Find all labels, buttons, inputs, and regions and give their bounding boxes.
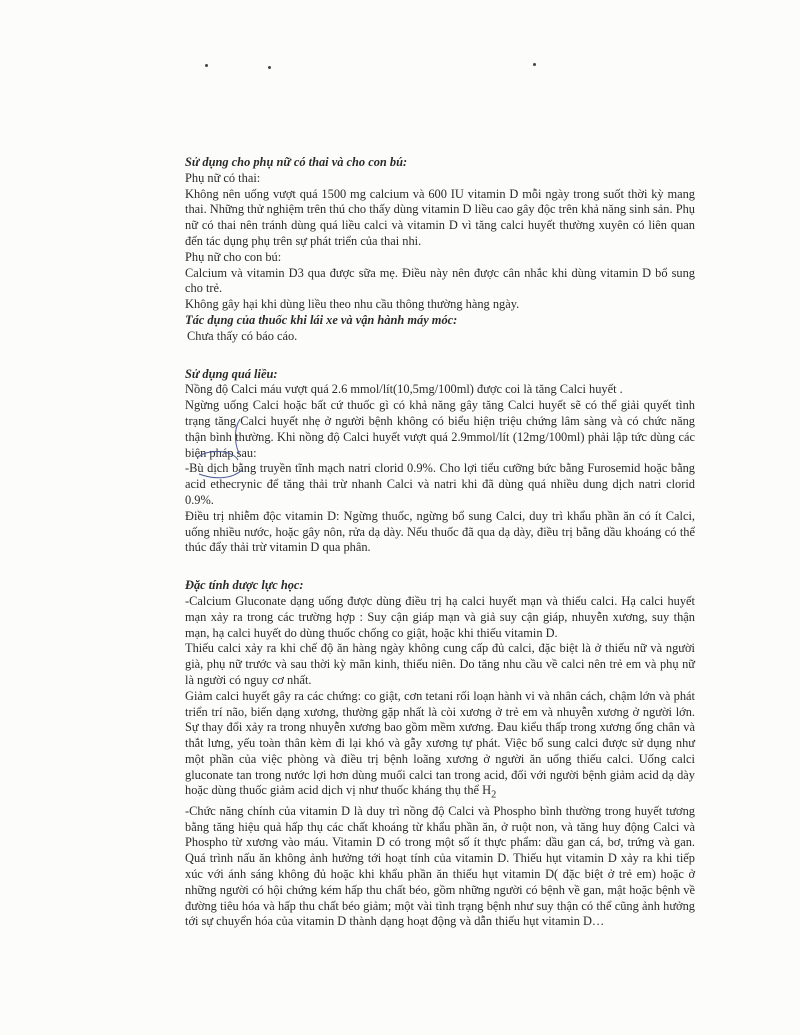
spacer xyxy=(185,345,695,367)
paragraph: Nồng độ Calci máu vượt quá 2.6 mmol/lít(10,5mg/100ml) được coi là tăng Calci huyết . xyxy=(185,382,623,397)
subscript: 2 xyxy=(491,789,497,801)
scan-speck xyxy=(268,66,271,69)
paragraph-text: Giảm calci huyết gây ra các chứng: co giật, cơn tetani rối loạn hành vi và nhân cách, chậm lớn và phát triển trí não, biến dạng xương, thường gặp nhất là còi xương ở trẻ em và nhuyễn xương ở người lớn. Sự thay đổi xảy ra trong nhuyễn xương bao gồm mềm xương. Đau kiểu thấp trong xương ống chân và thắt lưng, yếu toàn thân kèm đi lại khó và gẫy xương tự phát. Việc bổ sung calci được sử dụng như một phần của việc phòng và điều trị bệnh loãng xương ở người ăn uống thiếu calci. Uống calci gluconate tan trong nước lợi hơn dùng muối calci tan trong acid, đối với người bệnh giảm acid dạ dày hoặc dùng thuốc giảm acid dịch vị như thuốc kháng thụ thể H xyxy=(185,688,695,798)
section-heading-pharmacodynamics: Đặc tính dược lực học: xyxy=(185,578,304,593)
paragraph: Phụ nữ có thai: xyxy=(185,170,261,185)
section-heading-driving: Tác dụng của thuốc khi lái xe và vận hành máy móc: xyxy=(185,312,458,327)
paragraph: Calcium và vitamin D3 qua được sữa mẹ. Điều này nên được cân nhắc khi dùng vitamin D bổ sung cho trẻ. xyxy=(185,265,695,296)
scan-speck xyxy=(533,63,536,66)
paragraph: Phụ nữ cho con bú: xyxy=(185,249,282,264)
paragraph: Thiếu calci xảy ra khi chế độ ăn hàng ngày không cung cấp đủ calci, đặc biệt là ở thiếu nữ và người già, phụ nữ trước và sau thời kỳ mãn kinh, thiếu niên. Do tăng nhu cầu về calci nên trẻ em và phụ nữ là người có nguy cơ nhất. xyxy=(185,641,695,687)
section-heading-pregnancy: Sử dụng cho phụ nữ có thai và cho con bú: xyxy=(185,155,408,169)
paragraph: Không nên uống vượt quá 1500 mg calcium và 600 IU vitamin D mỗi ngày trong suốt thời kỳ mang thai. Những thử nghiệm trên thú cho thấy dùng vitamin D liều cao gây độc trên khả năng sinh sản. Phụ nữ có thai nên tránh dùng quá liều calci và vitamin D vì tăng calci huyết thường xuyên có liên quan đến tác dụng phụ trên sự phát triển của thai nhi. xyxy=(185,186,695,248)
paragraph: Chưa thấy có báo cáo. xyxy=(187,328,298,343)
paragraph: Ngừng uống Calci hoặc bất cứ thuốc gì có khả năng gây tăng Calci huyết sẽ có thể giải quyết tình trạng tăng Calci huyết nhẹ ở người bệnh không có biểu hiện triệu chứng lâm sàng và có chức năng thận bình thường. Khi nồng độ Calci huyết vượt quá 2.9mmol/lít (12mg/100ml) phải lập tức dùng các biện pháp sau: xyxy=(185,398,695,460)
scan-speck xyxy=(205,64,208,67)
paragraph xyxy=(185,689,695,804)
section-heading-overdose: Sử dụng quá liều: xyxy=(185,366,278,381)
spacer xyxy=(185,556,695,578)
paragraph: -Calcium Gluconate dạng uống được dùng điều trị hạ calci huyết mạn và thiếu calci. Hạ calci huyết mạn xảy ra trong các trường hợp : Suy cận giáp mạn và giả suy cận giáp, nhuyễn xương, suy thận mạn, hạ calci huyết do dùng thuốc chống co giật, hoặc khi thiếu vitamin D. xyxy=(185,593,695,640)
paragraph: Không gây hại khi dùng liều theo nhu cầu thông thường hàng ngày. xyxy=(185,297,520,312)
paragraph: -Bù dịch bằng truyền tĩnh mạch natri clorid 0.9%. Cho lợi tiểu cưỡng bức bằng Furosemid hoặc bằng acid ethecrynic để tăng thải trừ nhanh Calci và natri khi đã dùng quá nhiều dung dịch natri clorid 0.9%. xyxy=(185,461,695,507)
paragraph: -Chức năng chính của vitamin D là duy trì nồng độ Calci và Phospho bình thường trong huyết tương bằng tăng hiệu quả hấp thụ các chất khoáng từ khẩu phần ăn, ở ruột non, và tăng huy động Calci và Phospho từ xương vào máu. Vitamin D có trong một số ít thực phẩm: dầu gan cá, bơ, trứng và gan. Quá trình nấu ăn không ảnh hưởng tới hoạt tính của vitamin D. Thiếu hụt vitamin D xảy ra khi tiếp xúc với ánh sáng không đủ hoặc khi khẩu phần ăn thiếu hụt vitamin D( đặc biệt ở trẻ em) hoặc ở những người có hội chứng kém hấp thu chất béo, gồm những người có bệnh về gan, mật hoặc bệnh về đường tiêu hóa và hấp thu chất béo giảm; một vài tình trạng bệnh như suy thận có thể cũng ảnh hưởng tới sự chuyển hóa của vitamin D thành dạng hoạt động và dẫn thiếu hụt vitamin D… xyxy=(185,803,695,929)
paragraph: Điều trị nhiễm độc vitamin D: Ngừng thuốc, ngừng bổ sung Calci, duy trì khẩu phần ăn có ít Calci, uống nhiều nước, hoặc gây nôn, rửa dạ dày. Nếu thuốc đã qua dạ dày, điều trị bằng dầu khoáng có thể thúc đẩy thải trừ vitamin D qua phân. xyxy=(185,508,695,555)
document-body xyxy=(185,155,695,930)
